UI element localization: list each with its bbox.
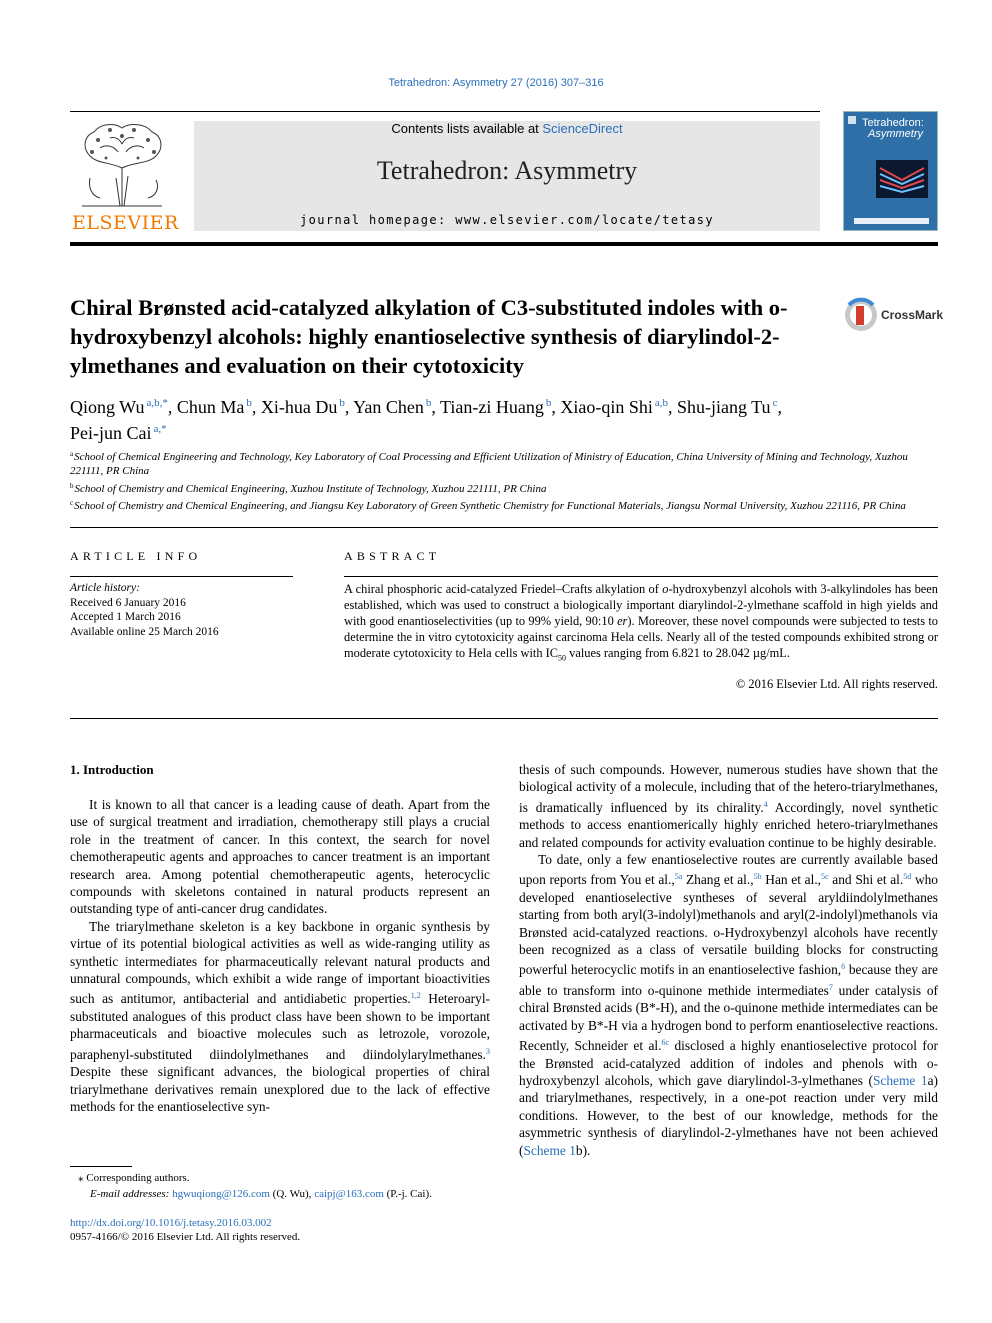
cover-title-line2: Asymmetry xyxy=(868,128,923,140)
author-5[interactable] xyxy=(440,397,551,417)
corresponding-note: ⁎ Corresponding authors. xyxy=(78,1172,190,1184)
author-affil-mark[interactable]: a,b,* xyxy=(146,397,168,409)
paragraph-text: thesis of such compounds. However, numerous studies have shown that the biological activity of a molecule, including that of the hetero-triarylmethanes, is dramatically influenced by its chirality. xyxy=(519,762,938,815)
abstract-italic: o xyxy=(662,582,669,596)
paragraph-text: The triarylmethane skeleton is a key backbone in organic synthesis by virtue of its potential biological activities as well as wide-ranging utility as synthetic intermediates for pharmaceutically relevant natural products and unnatural compounds, which exhibit a wide range of important bioactivities such as antitumor, antibacterial and antidiabetic properties. xyxy=(70,918,490,1007)
footnote-rule xyxy=(70,1166,132,1167)
author-1[interactable] xyxy=(70,397,168,417)
email-link-1[interactable]: hgwuqiong@126.com xyxy=(172,1188,270,1200)
received-date: Received 6 January 2016 xyxy=(70,596,186,609)
paragraph xyxy=(519,851,938,1159)
affiliation-text: School of Chemical Engineering and Technology, Key Laboratory of Coal Processing and Efficient Utilization of Ministry of Education, China University of Mining and Technology, Xuzhou 221111, PR China xyxy=(70,451,908,478)
abstract-copyright: © 2016 Elsevier Ltd. All rights reserved. xyxy=(735,677,938,691)
citation-ref[interactable]: 5a xyxy=(674,872,683,882)
paragraph-text: Despite these significant advances, the biological properties of chiral triarylmethane derivatives remain unexplored due to the lack of effective methods for the enantioselective syn- xyxy=(70,1064,490,1114)
affiliation-key: b xyxy=(70,481,74,490)
paragraph: It is known to all that cancer is a leading cause of death. Apart from the use of surgical treatment and irradiation, chemotherapy still plays a crucial role in the treatment of cancer. In this context, the search for novel chemotherapeutic agents and approaches to cancer treatment is an important research area. Among potential chemotherapeutic agents, heterocyclic compounds with skeletons contained in natural products represent an outstanding type of anti-cancer drug candidates. xyxy=(70,797,490,917)
author-name: Tian-zi Huang xyxy=(440,397,544,417)
accepted-date: Accepted 1 March 2016 xyxy=(70,611,181,623)
paragraph-text: disclosed a highly enantioselective protocol for the Brønsted acid-catalyzed addition of indoles and phenols with o-hydroxybenzyl alcohols, which gave diarylindol-3-ylmethanes ( xyxy=(519,1038,938,1088)
citation-ref[interactable]: 4 xyxy=(763,799,768,809)
affiliation-c xyxy=(70,496,938,513)
author-affil-mark[interactable]: b xyxy=(339,397,345,409)
crossmark-icon xyxy=(843,297,879,333)
abstract-heading: ABSTRACT xyxy=(344,549,441,563)
citation-ref[interactable]: 6c xyxy=(661,1038,670,1048)
article-info-rule xyxy=(70,576,293,577)
paragraph-text: Zhang et al., xyxy=(682,872,754,888)
section-heading: 1. Introduction xyxy=(70,762,154,777)
history-label: Article history: xyxy=(70,582,140,594)
journal-title xyxy=(194,156,820,186)
affiliation-list xyxy=(70,447,938,513)
citation-ref[interactable]: 6 xyxy=(841,962,846,972)
author-name: Qiong Wu xyxy=(70,397,145,417)
citation-ref[interactable]: 3 xyxy=(486,1046,490,1056)
issn-line: 0957-4166/© 2016 Elsevier Ltd. All rights reserved. xyxy=(70,1231,301,1243)
affiliation-text: School of Chemistry and Chemical Engineering, and Jiangsu Key Laboratory of Green Synthetic Chemistry for Functional Materials, Jiangsu Normal University, Xuzhou 221116, PR China xyxy=(74,499,906,512)
header-rule xyxy=(70,111,820,112)
crossmark-badge[interactable] xyxy=(843,297,943,333)
journal-title-text: Tetrahedron: Asymmetry xyxy=(376,156,638,185)
paragraph-text: under catalysis of chiral Brønsted acids (B*-H), and the o-quinone methide intermediates can be activated by B*-H via a hydrogen bond to perform enantioselective reactions. Recently, Schneider et al. xyxy=(519,982,938,1054)
author-affil-mark[interactable]: b xyxy=(545,397,552,409)
author-name: Pei-jun Cai xyxy=(70,423,152,443)
body-rule xyxy=(70,718,938,719)
author-name: Chun Ma xyxy=(176,397,245,417)
abstract-part: values ranging from 6.821 to 28.042 µg/mL. xyxy=(566,645,790,660)
email-link-2[interactable]: caipj@163.com xyxy=(314,1188,384,1200)
sciencedirect-link[interactable]: ScienceDirect xyxy=(542,121,623,136)
author-2[interactable] xyxy=(177,397,252,417)
citation-ref[interactable]: 5b xyxy=(753,872,762,882)
email-owner: (Q. Wu), xyxy=(269,1188,315,1200)
elsevier-logo[interactable] xyxy=(70,118,180,233)
abstract-text xyxy=(344,582,938,666)
paragraph-text: b). xyxy=(575,1142,591,1158)
affiliation-b xyxy=(70,479,938,496)
author-name: Xi-hua Du xyxy=(260,397,338,417)
paragraph-text: because they are able to transform into o-quinone methide intermediates xyxy=(519,962,938,998)
affiliation-a xyxy=(70,447,938,479)
online-date: Available online 25 March 2016 xyxy=(70,625,219,638)
body-column-right xyxy=(519,761,938,1159)
author-7[interactable] xyxy=(677,397,777,417)
section-rule xyxy=(70,527,938,528)
paragraph-text: a) and triarylmethanes, respectively, in a one-pot reaction under very mild conditions. However, to the best of our knowledge, methods for the asymmetric synthesis of diarylindol-2-ylmethanes have not been achieved ( xyxy=(519,1072,938,1158)
email-note xyxy=(70,1187,490,1201)
abstract-rule xyxy=(344,576,938,577)
abstract-part: -hydroxybenzyl alcohols with 3-alkylindoles has been established, which was used to construct a biologically important diarylindol-2-ylmethane scaffold in high yields and with good enantioselectivities (up to 99% yield, 90:10 xyxy=(344,582,938,628)
contents-line xyxy=(194,121,820,136)
author-affil-mark[interactable]: a,b xyxy=(654,397,669,409)
elsevier-tree-icon xyxy=(70,118,174,210)
email-owner: (P.-j. Cai). xyxy=(383,1188,432,1200)
article-title: Chiral Brønsted acid-catalyzed alkylation of C3-substituted indoles with o-hydroxybenzyl alcohols: highly enantioselective synthesis of diarylindol-2-ylmethanes and evaluation on their cytotoxicity xyxy=(70,295,788,378)
citation-ref[interactable]: 7 xyxy=(828,982,833,992)
author-affil-mark[interactable]: b xyxy=(246,397,252,409)
paragraph-text: and Shi et al. xyxy=(828,872,904,888)
crossmark-label: CrossMark xyxy=(881,308,944,322)
contents-prefix: Contents lists available at xyxy=(391,121,543,136)
author-name: Xiao-qin Shi xyxy=(560,397,653,417)
cover-title-line1: Tetrahedron: xyxy=(862,117,924,129)
affiliation-text: School of Chemistry and Chemical Engineering, Xuzhou Institute of Technology, Xuzhou 221111, PR China xyxy=(74,482,547,495)
author-affil-mark[interactable]: a,* xyxy=(153,423,167,435)
author-name: Yan Chen xyxy=(353,397,424,417)
paragraph xyxy=(70,918,490,1115)
abstract-subscript: 50 xyxy=(558,653,567,663)
author-affil-mark[interactable]: b xyxy=(425,397,432,409)
affiliation-key: c xyxy=(70,498,74,507)
author-name: Shu-jiang Tu xyxy=(677,397,771,417)
email-label: E-mail addresses: xyxy=(90,1188,173,1200)
article-history xyxy=(70,581,300,639)
citation-ref[interactable]: 5c xyxy=(821,872,829,882)
abstract-italic: er xyxy=(617,613,628,628)
scheme-link[interactable]: Scheme 1 xyxy=(872,1072,928,1088)
paragraph-text: Heteroaryl-substituted analogues of this product class have been shown to be important pharmaceuticals and bioactive molecules such as letrozole, vorozole, paraphenyl-substituted diindolylmethanes and diindolylarylmethanes. xyxy=(70,991,490,1062)
author-6[interactable] xyxy=(560,397,668,417)
author-8[interactable] xyxy=(70,423,167,443)
journal-citation[interactable]: Tetrahedron: Asymmetry 27 (2016) 307–316 xyxy=(388,77,604,89)
doi-link[interactable]: http://dx.doi.org/10.1016/j.tetasy.2016.03.002 xyxy=(70,1217,272,1229)
paragraph xyxy=(519,761,938,851)
cover-art-icon xyxy=(844,112,938,231)
header-thick-rule xyxy=(70,242,938,246)
body-column-left xyxy=(70,796,490,1115)
citation-ref[interactable]: 5d xyxy=(903,872,912,882)
journal-cover[interactable] xyxy=(843,111,938,231)
citation-ref[interactable]: 1,2 xyxy=(410,991,421,1001)
article-info-heading: ARTICLE INFO xyxy=(70,549,202,563)
journal-homepage[interactable]: journal homepage: www.elsevier.com/locate/tetasy xyxy=(300,213,714,227)
paragraph-text: To date, only a few enantioselective routes are currently available based upon reports from You et al., xyxy=(519,852,938,888)
author-affil-mark[interactable]: c xyxy=(772,397,778,409)
affiliation-key: a xyxy=(70,450,74,458)
paragraph-text: Accordingly, novel synthetic methods to access enantiomerically highly enriched hetero-triarylmethanes and related compounds for activity evaluation continue to be highly desirable. xyxy=(519,799,938,850)
paragraph-text: Han et al., xyxy=(761,872,822,888)
author-4[interactable] xyxy=(353,397,431,417)
author-list: Qiong Wu $^{a,b,*}$, Chun Ma $^b$, Xi-hua Du $^b$, Yan Chen $^b$, Tian-zi Huang $^b$, Xiao-qin Shi $^{a,b}$, Shu-jiang Tu $^c$, Pei-jun Cai $^{a,*}$ xyxy=(70,397,782,443)
paragraph-text: who developed enantioselective syntheses of several aryldiindolylmethanes starting from both aryl(3-indolyl)methanols and aryl(2-indolyl)methanols via Brønsted acid-catalyzed reactions. o-Hydroxybenzyl alcohols have recently been recognized as a class of versatile building blocks for constructing powerful heterocyclic motifs in an enantioselective fashion, xyxy=(519,872,939,978)
elsevier-wordmark: ELSEVIER xyxy=(72,212,179,234)
scheme-link[interactable]: Scheme 1 xyxy=(523,1142,576,1158)
author-3[interactable] xyxy=(261,397,345,417)
abstract-part: A chiral phosphoric acid-catalyzed Friedel–Crafts alkylation of xyxy=(344,582,663,596)
abstract-part: ). Moreover, these novel compounds were subjected to tests to determine the in vitro cytotoxicity against carcinoma Hela cells. Nearly all of the tested compounds exhibited strong or moderate cytotoxicity to Hela cells with IC xyxy=(344,613,938,660)
